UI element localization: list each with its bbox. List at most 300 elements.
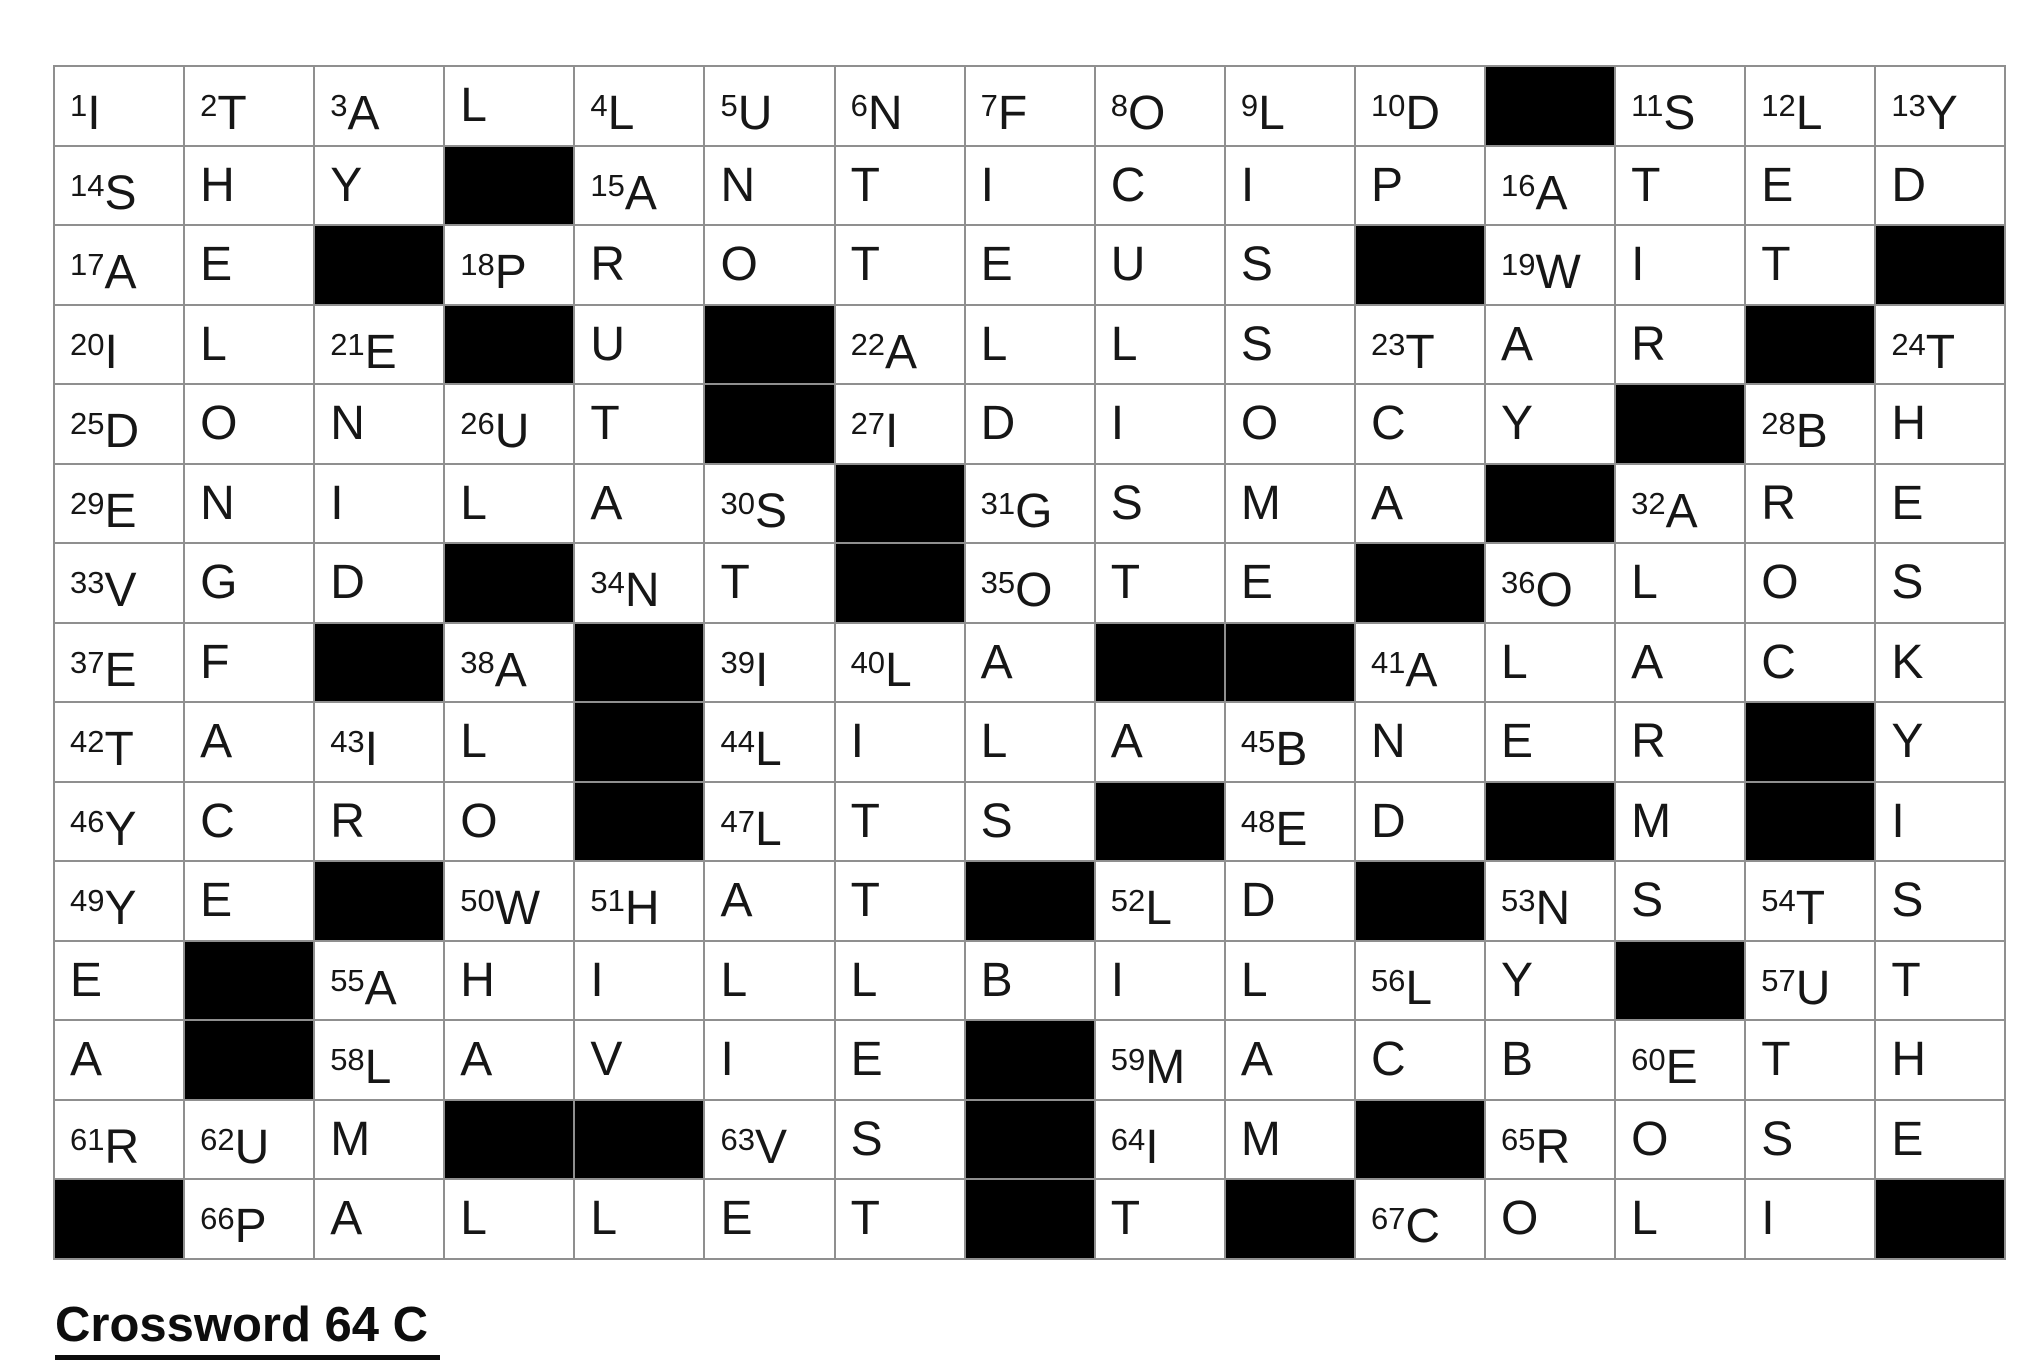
cell-number: 7 [980, 88, 998, 123]
cell-letter: L [1501, 635, 1528, 689]
grid-cell-r13c3[interactable] [315, 1021, 445, 1101]
cell-number: 38 [460, 644, 495, 680]
grid-cell-r11c6[interactable] [705, 862, 835, 942]
cell-letter: I [364, 723, 379, 776]
grid-cell-r14c2[interactable] [185, 1101, 315, 1181]
grid-cell-r6c5[interactable] [575, 465, 705, 545]
grid-cell-r12c14[interactable] [1746, 942, 1876, 1022]
grid-cell-r7c2[interactable] [185, 544, 315, 624]
grid-cell-r15c7[interactable] [836, 1180, 966, 1260]
cell-letter: O [720, 238, 758, 291]
grid-cell-r12c1[interactable] [55, 942, 185, 1022]
grid-cell-r7c5[interactable] [575, 544, 705, 624]
grid-cell-r3c5[interactable] [575, 226, 705, 306]
cell-number: 5 [720, 88, 738, 123]
grid-cell-r12c7[interactable] [836, 942, 966, 1022]
grid-cell-r1c15[interactable] [1876, 67, 2006, 147]
grid-cell-r5c12[interactable] [1486, 385, 1616, 465]
grid-cell-r4c8[interactable] [966, 306, 1096, 386]
grid-cell-r11c10[interactable] [1226, 862, 1356, 942]
grid-cell-r4c10[interactable] [1226, 306, 1356, 386]
grid-cell-r13c10[interactable] [1226, 1021, 1356, 1101]
grid-cell-r14c1[interactable] [55, 1101, 185, 1181]
grid-cell-r2c8[interactable] [966, 147, 1096, 227]
grid-cell-r2c2[interactable] [185, 147, 315, 227]
grid-cell-r11c13[interactable] [1616, 862, 1746, 942]
grid-cell-r12c8[interactable] [966, 942, 1096, 1022]
cell-letter: S [754, 484, 787, 538]
grid-cell-r6c11[interactable] [1356, 465, 1486, 545]
grid-cell-r13c4[interactable] [445, 1021, 575, 1101]
cell-letter: M [1240, 476, 1281, 530]
grid-cell-r3c1[interactable] [55, 226, 185, 306]
black-cell-r15c1 [55, 1180, 185, 1260]
grid-cell-r10c4[interactable] [445, 783, 575, 863]
grid-cell-r7c9[interactable] [1096, 544, 1226, 624]
cell-number: 44 [720, 724, 755, 759]
cell-letter: A [1110, 715, 1143, 768]
cell-number: 62 [200, 1121, 235, 1157]
grid-cell-r5c11[interactable] [1356, 385, 1486, 465]
grid-cell-r5c7[interactable] [836, 385, 966, 465]
cell-letter: I [980, 158, 994, 212]
grid-cell-r15c13[interactable] [1616, 1180, 1746, 1260]
grid-cell-r12c6[interactable] [705, 942, 835, 1022]
cell-number: 15 [590, 167, 625, 203]
cell-letter: A [1501, 317, 1534, 371]
grid-cell-r10c11[interactable] [1356, 783, 1486, 863]
grid-cell-r4c1[interactable] [55, 306, 185, 386]
black-cell-r7c7 [836, 544, 966, 624]
grid-cell-r5c3[interactable] [315, 385, 445, 465]
grid-cell-r15c3[interactable] [315, 1180, 445, 1260]
cell-letter: O [1015, 564, 1053, 617]
grid-cell-r7c6[interactable] [705, 544, 835, 624]
cell-letter: L [980, 317, 1008, 371]
grid-cell-r14c9[interactable] [1096, 1101, 1226, 1181]
grid-cell-r10c10[interactable] [1226, 783, 1356, 863]
grid-cell-r14c10[interactable] [1226, 1101, 1356, 1181]
grid-cell-r12c15[interactable] [1876, 942, 2006, 1022]
cell-letter: S [1240, 238, 1273, 291]
grid-cell-r3c8[interactable] [966, 226, 1096, 306]
cell-letter: Y [1925, 87, 1958, 140]
grid-cell-r8c7[interactable] [836, 624, 966, 704]
grid-cell-r2c11[interactable] [1356, 147, 1486, 227]
grid-cell-r6c2[interactable] [185, 465, 315, 545]
grid-cell-r9c13[interactable] [1616, 703, 1746, 783]
cell-number: 29 [70, 485, 105, 521]
black-cell-r3c3 [315, 226, 445, 306]
cell-letter: E [1501, 715, 1534, 768]
grid-cell-r3c13[interactable] [1616, 226, 1746, 306]
grid-cell-r11c15[interactable] [1876, 862, 2006, 942]
grid-cell-r9c2[interactable] [185, 703, 315, 783]
cell-number: 63 [720, 1121, 755, 1157]
cell-number: 12 [1761, 88, 1796, 123]
grid-cell-r1c13[interactable] [1616, 67, 1746, 147]
grid-cell-r15c2[interactable] [185, 1180, 315, 1260]
grid-cell-r10c13[interactable] [1616, 783, 1746, 863]
cell-letter: U [1795, 961, 1831, 1015]
cell-letter: L [980, 715, 1008, 768]
grid-cell-r10c8[interactable] [966, 783, 1096, 863]
black-cell-r14c5 [575, 1101, 705, 1181]
grid-cell-r10c2[interactable] [185, 783, 315, 863]
grid-cell-r8c11[interactable] [1356, 624, 1486, 704]
black-cell-r11c3 [315, 862, 445, 942]
cell-letter: I [1240, 158, 1255, 212]
cell-letter: L [1405, 961, 1433, 1015]
cell-number: 3 [330, 88, 348, 123]
grid-cell-r3c4[interactable] [445, 226, 575, 306]
grid-cell-r13c7[interactable] [836, 1021, 966, 1101]
grid-cell-r9c10[interactable] [1226, 703, 1356, 783]
cell-letter: S [1110, 476, 1143, 530]
cell-number: 54 [1761, 883, 1796, 918]
grid-cell-r8c8[interactable] [966, 624, 1096, 704]
grid-cell-r15c5[interactable] [575, 1180, 705, 1260]
cell-number: 52 [1110, 883, 1146, 918]
grid-cell-r13c5[interactable] [575, 1021, 705, 1101]
grid-cell-r6c3[interactable] [315, 465, 445, 545]
grid-cell-r7c13[interactable] [1616, 544, 1746, 624]
grid-cell-r3c7[interactable] [836, 226, 966, 306]
black-cell-r6c7 [836, 465, 966, 545]
cell-letter: B [980, 953, 1013, 1007]
cell-letter: O [1128, 87, 1166, 140]
cell-letter: Y [1501, 953, 1534, 1007]
black-cell-r2c4 [445, 147, 575, 227]
grid-cell-r10c3[interactable] [315, 783, 445, 863]
grid-cell-r7c1[interactable] [55, 544, 185, 624]
grid-cell-r1c1[interactable] [55, 67, 185, 147]
grid-cell-r14c12[interactable] [1486, 1101, 1616, 1181]
grid-cell-r11c2[interactable] [185, 862, 315, 942]
cell-letter: V [754, 1120, 787, 1174]
grid-cell-r14c6[interactable] [705, 1101, 835, 1181]
cell-letter: O [460, 794, 498, 848]
cell-number: 55 [330, 962, 365, 998]
grid-cell-r14c13[interactable] [1616, 1101, 1746, 1181]
cell-letter: A [104, 246, 137, 299]
grid-cell-r15c4[interactable] [445, 1180, 575, 1260]
grid-cell-r13c14[interactable] [1746, 1021, 1876, 1101]
cell-letter: A [1665, 484, 1698, 538]
grid-cell-r13c1[interactable] [55, 1021, 185, 1101]
cell-letter: T [590, 397, 620, 450]
cell-number: 45 [1240, 724, 1276, 759]
grid-cell-r2c9[interactable] [1096, 147, 1226, 227]
grid-cell-r3c10[interactable] [1226, 226, 1356, 306]
cell-letter: A [494, 643, 527, 697]
cell-letter: P [1370, 158, 1403, 212]
page-title: Crossword 64 C [55, 1297, 440, 1360]
grid-cell-r5c5[interactable] [575, 385, 705, 465]
grid-cell-r9c4[interactable] [445, 703, 575, 783]
grid-cell-r4c7[interactable] [836, 306, 966, 386]
black-cell-r11c11 [1356, 862, 1486, 942]
grid-cell-r2c7[interactable] [836, 147, 966, 227]
grid-cell-r14c14[interactable] [1746, 1101, 1876, 1181]
cell-letter: A [364, 961, 397, 1015]
grid-cell-r10c7[interactable] [836, 783, 966, 863]
grid-cell-r1c10[interactable] [1226, 67, 1356, 147]
grid-cell-r6c1[interactable] [55, 465, 185, 545]
grid-cell-r4c2[interactable] [185, 306, 315, 386]
cell-letter: I [1145, 1120, 1159, 1174]
cell-letter: N [330, 397, 365, 450]
cell-letter: E [200, 874, 233, 927]
grid-cell-r9c3[interactable] [315, 703, 445, 783]
grid-cell-r4c3[interactable] [315, 306, 445, 386]
grid-cell-r1c3[interactable] [315, 67, 445, 147]
grid-cell-r11c14[interactable] [1746, 862, 1876, 942]
cell-letter: A [624, 166, 657, 220]
grid-cell-r8c14[interactable] [1746, 624, 1876, 704]
grid-cell-r12c9[interactable] [1096, 942, 1226, 1022]
grid-cell-r5c14[interactable] [1746, 385, 1876, 465]
cell-letter: L [460, 79, 487, 132]
grid-cell-r2c14[interactable] [1746, 147, 1876, 227]
black-cell-r14c4 [445, 1101, 575, 1181]
grid-cell-r1c8[interactable] [966, 67, 1096, 147]
grid-cell-r7c10[interactable] [1226, 544, 1356, 624]
grid-cell-r15c11[interactable] [1356, 1180, 1486, 1260]
cell-letter: B [1795, 405, 1828, 458]
cell-letter: N [1535, 882, 1571, 935]
cell-number: 4 [590, 88, 608, 123]
cell-letter: R [104, 1120, 140, 1174]
cell-letter: B [1501, 1033, 1534, 1086]
grid-cell-r5c1[interactable] [55, 385, 185, 465]
cell-number: 42 [70, 724, 105, 759]
cell-letter: E [1275, 802, 1308, 856]
grid-cell-r12c5[interactable] [575, 942, 705, 1022]
grid-cell-r2c6[interactable] [705, 147, 835, 227]
grid-cell-r8c1[interactable] [55, 624, 185, 704]
grid-cell-r3c6[interactable] [705, 226, 835, 306]
grid-cell-r6c14[interactable] [1746, 465, 1876, 545]
grid-cell-r15c9[interactable] [1096, 1180, 1226, 1260]
grid-cell-r7c14[interactable] [1746, 544, 1876, 624]
grid-cell-r11c1[interactable] [55, 862, 185, 942]
grid-cell-r1c7[interactable] [836, 67, 966, 147]
black-cell-r14c11 [1356, 1101, 1486, 1181]
black-cell-r15c15 [1876, 1180, 2006, 1260]
cell-number: 1 [70, 88, 88, 123]
cell-number: 13 [1891, 88, 1926, 123]
grid-cell-r7c8[interactable] [966, 544, 1096, 624]
cell-number: 47 [720, 803, 755, 839]
grid-cell-r3c9[interactable] [1096, 226, 1226, 306]
grid-cell-r7c3[interactable] [315, 544, 445, 624]
cell-number: 34 [590, 565, 625, 600]
grid-cell-r11c12[interactable] [1486, 862, 1616, 942]
cell-letter: S [1891, 874, 1924, 927]
grid-cell-r1c4[interactable] [445, 67, 575, 147]
grid-cell-r5c2[interactable] [185, 385, 315, 465]
cell-letter: L [720, 953, 748, 1007]
cell-letter: C [200, 794, 235, 848]
grid-cell-r9c9[interactable] [1096, 703, 1226, 783]
grid-cell-r3c2[interactable] [185, 226, 315, 306]
cell-letter: E [1891, 476, 1924, 530]
grid-cell-r2c5[interactable] [575, 147, 705, 227]
grid-cell-r4c11[interactable] [1356, 306, 1486, 386]
grid-cell-r10c1[interactable] [55, 783, 185, 863]
grid-cell-r7c15[interactable] [1876, 544, 2006, 624]
grid-cell-r9c1[interactable] [55, 703, 185, 783]
cell-number: 50 [460, 883, 495, 918]
cell-letter: I [885, 405, 899, 458]
grid-cell-r13c12[interactable] [1486, 1021, 1616, 1101]
cell-letter: S [1891, 556, 1924, 609]
grid-cell-r5c10[interactable] [1226, 385, 1356, 465]
grid-cell-r4c15[interactable] [1876, 306, 2006, 386]
cell-number: 43 [330, 724, 365, 759]
grid-cell-r8c12[interactable] [1486, 624, 1616, 704]
grid-cell-r1c14[interactable] [1746, 67, 1876, 147]
grid-cell-r13c13[interactable] [1616, 1021, 1746, 1101]
grid-cell-r14c3[interactable] [315, 1101, 445, 1181]
grid-cell-r5c15[interactable] [1876, 385, 2006, 465]
grid-cell-r9c7[interactable] [836, 703, 966, 783]
grid-cell-r8c2[interactable] [185, 624, 315, 704]
cell-number: 19 [1501, 247, 1536, 282]
grid-cell-r6c10[interactable] [1226, 465, 1356, 545]
cell-letter: M [1631, 794, 1672, 848]
grid-cell-r2c1[interactable] [55, 147, 185, 227]
grid-cell-r2c13[interactable] [1616, 147, 1746, 227]
cell-letter: E [104, 484, 137, 538]
grid-cell-r1c5[interactable] [575, 67, 705, 147]
grid-cell-r9c12[interactable] [1486, 703, 1616, 783]
grid-cell-r4c13[interactable] [1616, 306, 1746, 386]
grid-cell-r15c12[interactable] [1486, 1180, 1616, 1260]
grid-cell-r8c15[interactable] [1876, 624, 2006, 704]
grid-cell-r6c8[interactable] [966, 465, 1096, 545]
cell-number: 56 [1370, 962, 1406, 998]
grid-cell-r5c4[interactable] [445, 385, 575, 465]
cell-letter: A [1370, 476, 1403, 530]
cell-letter: I [1631, 238, 1645, 291]
cell-letter: R [1631, 317, 1666, 371]
grid-cell-r12c10[interactable] [1226, 942, 1356, 1022]
grid-cell-r8c13[interactable] [1616, 624, 1746, 704]
grid-cell-r8c6[interactable] [705, 624, 835, 704]
grid-cell-r1c6[interactable] [705, 67, 835, 147]
cell-number: 20 [70, 326, 105, 362]
grid-cell-r5c8[interactable] [966, 385, 1096, 465]
grid-cell-r13c6[interactable] [705, 1021, 835, 1101]
grid-cell-r9c15[interactable] [1876, 703, 2006, 783]
cell-letter: E [364, 325, 397, 379]
grid-cell-r13c11[interactable] [1356, 1021, 1486, 1101]
grid-cell-r6c9[interactable] [1096, 465, 1226, 545]
cell-letter: L [1110, 317, 1138, 371]
black-cell-r8c10 [1226, 624, 1356, 704]
grid-cell-r13c15[interactable] [1876, 1021, 2006, 1101]
grid-cell-r2c3[interactable] [315, 147, 445, 227]
grid-cell-r8c4[interactable] [445, 624, 575, 704]
grid-cell-r13c9[interactable] [1096, 1021, 1226, 1101]
grid-cell-r14c7[interactable] [836, 1101, 966, 1181]
grid-cell-r11c4[interactable] [445, 862, 575, 942]
grid-cell-r4c12[interactable] [1486, 306, 1616, 386]
grid-cell-r14c15[interactable] [1876, 1101, 2006, 1181]
cell-letter: S [1761, 1112, 1794, 1166]
grid-cell-r1c11[interactable] [1356, 67, 1486, 147]
grid-cell-r5c9[interactable] [1096, 385, 1226, 465]
grid-cell-r6c4[interactable] [445, 465, 575, 545]
cell-letter: L [850, 953, 878, 1007]
cell-letter: A [720, 874, 753, 927]
cell-letter: L [607, 87, 635, 140]
grid-cell-r11c5[interactable] [575, 862, 705, 942]
grid-cell-r9c6[interactable] [705, 703, 835, 783]
grid-cell-r3c12[interactable] [1486, 226, 1616, 306]
black-cell-r10c9 [1096, 783, 1226, 863]
grid-cell-r7c12[interactable] [1486, 544, 1616, 624]
cell-letter: L [1631, 1192, 1658, 1245]
grid-cell-r1c9[interactable] [1096, 67, 1226, 147]
grid-cell-r15c6[interactable] [705, 1180, 835, 1260]
grid-cell-r10c15[interactable] [1876, 783, 2006, 863]
grid-cell-r12c12[interactable] [1486, 942, 1616, 1022]
cell-letter: H [1891, 397, 1926, 450]
grid-cell-r12c3[interactable] [315, 942, 445, 1022]
grid-cell-r12c11[interactable] [1356, 942, 1486, 1022]
cell-number: 33 [70, 565, 105, 600]
cell-letter: A [70, 1033, 103, 1086]
cell-letter: T [1925, 325, 1956, 379]
grid-cell-r9c11[interactable] [1356, 703, 1486, 783]
grid-cell-r6c13[interactable] [1616, 465, 1746, 545]
black-cell-r7c4 [445, 544, 575, 624]
grid-cell-r15c14[interactable] [1746, 1180, 1876, 1260]
grid-cell-r6c6[interactable] [705, 465, 835, 545]
grid-cell-r10c6[interactable] [705, 783, 835, 863]
cell-number: 25 [70, 406, 105, 441]
cell-number: 46 [70, 803, 105, 839]
grid-cell-r9c8[interactable] [966, 703, 1096, 783]
cell-letter: T [1110, 556, 1141, 609]
cell-letter: E [70, 953, 103, 1007]
grid-cell-r4c5[interactable] [575, 306, 705, 386]
grid-cell-r11c9[interactable] [1096, 862, 1226, 942]
cell-letter: A [330, 1192, 363, 1245]
grid-cell-r2c12[interactable] [1486, 147, 1616, 227]
grid-cell-r11c7[interactable] [836, 862, 966, 942]
grid-cell-r12c4[interactable] [445, 942, 575, 1022]
cell-letter: E [850, 1033, 883, 1086]
cell-letter: T [1631, 158, 1661, 212]
cell-number: 51 [590, 883, 625, 918]
grid-cell-r2c15[interactable] [1876, 147, 2006, 227]
cell-letter: U [234, 1120, 270, 1174]
grid-cell-r2c10[interactable] [1226, 147, 1356, 227]
grid-cell-r4c9[interactable] [1096, 306, 1226, 386]
cell-number: 21 [330, 326, 365, 362]
cell-number: 58 [330, 1042, 365, 1077]
cell-number: 67 [1370, 1201, 1406, 1236]
cell-number: 14 [70, 167, 105, 203]
grid-cell-r3c14[interactable] [1746, 226, 1876, 306]
grid-cell-r1c2[interactable] [185, 67, 315, 147]
cell-letter: I [754, 643, 769, 697]
grid-cell-r6c15[interactable] [1876, 465, 2006, 545]
